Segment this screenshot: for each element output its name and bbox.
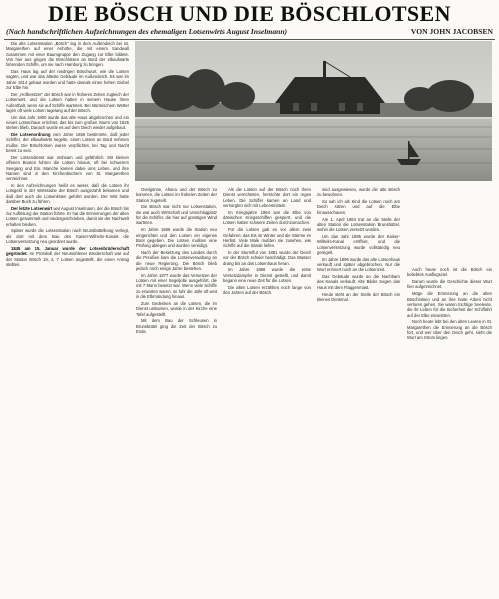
paragraph: [136, 250, 217, 271]
paragraph-text: Zum Gedenken an die Lotsen, die im Dienst umkamen, wurde in der Kirche eine Tafel aufgestellt.: [136, 300, 217, 317]
paragraph-text: Möge die Erinnerung an die alten Böschlotsen und an ihre harte Arbeit nicht verloren gehen. Sie waren tüchtige Seeleute, die ihr Leben für die Sicherheit der Schiffahrt auf der Elbe einsetzten.: [407, 291, 492, 318]
paragraph-text: Im Jahre 1877 wurde das Versetzen der Lotsen mit einer Segeljolle ausgeführt, die mit 7 Mann besetzt war. Wenn viele Schiffe zu erwarten waren, so fuhr die Jolle oft weit in die Elbmündung hinaus.: [136, 272, 217, 300]
subline: [4, 27, 495, 37]
paragraph: [317, 217, 400, 233]
paragraph: [317, 234, 400, 255]
paragraph-text: Die alte Lotsenstation „Bösch" lag in dem Außendeich bei St. Margarethen auf einer Anhöhe, die mit einem Sandwall zusammen mit einer Baumgruppe den Zugang zur Elbe bildete. Von hier aus gingen die Böschlotsen an Bord der elbaufwärts fahrenden Schiffe, um sie nach Hamburg zu bringen.: [6, 41, 129, 68]
paragraph-text: Nach der Besetzung des Landes durch die Preußen kam die Lotsenverwaltung an die neue Regierung. Die Bösch blieb jedoch noch einige Jahre bestehen.: [136, 249, 217, 271]
paragraph: [223, 227, 311, 248]
paragraph: [136, 273, 217, 300]
paragraph: [6, 228, 129, 244]
paragraph-text: Im Protokoll der Neumühlener Brüderschaft war auf der Station Bösch 19, 4, 7 Lotsen angestellt, die einen Antrag stellten.: [6, 251, 129, 267]
paragraph: [136, 318, 217, 334]
paragraph-text: Das Haus lag auf der niedrigen Böschwurt, wie die Lotsen sagten, und war das älteste Gebäude im Außendeich. Es war im Jahre 1614 gebaut worden und hatte damals einen hohen Giebel zur Elbe hin.: [6, 69, 129, 91]
paragraph-lead: 1845 am 15. Januar wurde der Lotsenbrüderschaft gegründet.: [6, 245, 129, 257]
paragraph: [407, 319, 492, 340]
paragraph: [6, 246, 129, 267]
paragraph-text: Darum wurde die Geschichte dieser Wurt hier aufgezeichnet.: [407, 279, 492, 290]
paragraph-lead: Die Lotsenordnung: [11, 132, 51, 138]
newspaper-page: [4, 2, 495, 596]
paragraph: [407, 279, 492, 290]
lotsenhaus-photo-svg: [135, 41, 492, 181]
column-2: [136, 187, 217, 595]
paragraph: [317, 187, 400, 198]
paragraph: [407, 291, 492, 318]
paragraph: [136, 187, 217, 203]
header-rule: [4, 39, 495, 40]
paragraph-text: So sah ich als Kind die Lotsen noch am Deich sitzen und auf die Elbe hinausschauen.: [317, 199, 400, 215]
headline: DIE BÖSCH UND DIE BÖSCHLOTSEN: [48, 1, 451, 26]
paragraph-text: Für die Lotsen gab es vor allem zwei Gefahren: das Eis im Winter und die Stürme im Herbst. Viele Male mußten sie zusehen, wie Schiffe auf die Sände liefen.: [223, 227, 311, 249]
column-3: [223, 187, 311, 595]
paragraph-text: Der „Hofbesitzer" der Bösch war in früheren Zeiten zugleich der Lotsenwirt, und die Lotsen hatten in seinem Hause ihren Aufenthalt, wenn sie auf Schiffe warteten. Bei stürmischem Wetter lagen oft viele Lotsen tagelang auf der Bösch.: [6, 91, 129, 113]
paragraph: [136, 204, 217, 225]
paragraph-text: Im Kriegsjahre 1864 war die Elbe von dänischen Kriegsschiffen gesperrt, und die Lotsen hatten schwere Zeiten durchzumachen.: [223, 209, 311, 226]
paragraph-text: Auch heute noch ist die Bösch ein beliebtes Ausflugsziel.: [407, 267, 492, 278]
paragraph: [317, 257, 400, 273]
paragraph-text: Noch heute lebt bei den alten Leuten in St. Margarethen die Erinnerung an die Bösch fort, und wer über den Deich geht, sieht die Wurt am Strom liegen.: [407, 319, 492, 341]
subtitle: (Nach handschriftlichen Aufzeichnungen des ehemaligen Lotsenwirts August Inselmann): [6, 27, 288, 36]
paragraph: [317, 199, 400, 215]
paragraph-text: Um das Jahr 1800 wurde das alte Haus abgebrochen und ein neues Lotsenhaus errichtet, das bis zum großen Sturm von 1825 stehen blieb. Danach wurde es auf dem Deich wieder aufgebaut.: [6, 114, 129, 131]
paragraph-text: Um das Jahr 1895 wurde der Kaiser-Wilhelm-Kanal eröffnet, und die Lotsenversetzung wurde vollständig neu geregelt.: [317, 233, 400, 255]
paragraph: [6, 41, 129, 68]
column-1: [6, 41, 129, 595]
paragraph: [6, 115, 129, 131]
paragraph-text: Im Jahre 1896 wurde das alte Lotsenhaus verkauft und später abgebrochen. Nur die Wurt erinnert noch an die Lotsenzeit.: [317, 256, 400, 273]
paragraph: [223, 187, 311, 208]
paragraph-text: Als die Lotsen auf der Bösch noch ihren Dienst verrichteten, herrschte dort ein reges Leben. Die Schiffer kamen an Land und versorgten sich mit Lebensmitteln.: [223, 187, 311, 209]
paragraph: [317, 274, 400, 290]
paragraph-text: Ovelgönne, Altona und der Bösch zu kommen, die Lotsen im früheren Zeiten der Station zugeteilt.: [136, 187, 217, 203]
paragraph: [6, 69, 129, 90]
paragraph-lead: Der letzte Lotsenwirt: [11, 205, 53, 211]
paragraph-text: Im Jahre 1866 wurde die Station neu eingerichtet und den Lotsen ein eigenes Boot gegeben. Die Lotsen mußten eine Prüfung ablegen und wurden vereidigt.: [136, 227, 217, 249]
paragraph-text: war August Inselmann, der die Bösch bis zur Auflösung der Station führte. Er hat die Erinnerungen der alten Lotsen gesammelt und niedergeschrieben, damit sie der Nachwelt erhalten bleiben.: [6, 205, 129, 227]
paragraph: [6, 92, 129, 113]
paragraph-text: sind ausgewiesen, wurde die alte Bösch zu bewohnen.: [317, 187, 400, 198]
paragraph: [6, 132, 129, 153]
paragraph: [317, 292, 400, 303]
paragraph-text: In der Sturmflut von 1881 wurde der Deich vor der Bösch schwer beschädigt. Das Wasser drang bis an das Lotsenhaus heran.: [223, 249, 311, 266]
paragraph-text: In den Aufzeichnungen heißt es weiter, daß die Lotsen ihr Lotsgeld in der Wirtsstube der Bösch ausgezahlt bekamen und daß dort auch die Lotsenlisten geführt wurden. Der Wirt hatte darüber Buch zu führen.: [6, 182, 129, 204]
paragraph-text: Der Lotsendienst war mühsam und gefährlich. Mit kleinen offenen Booten fuhren die Lotsen hinaus, oft bei schwerem Seegang und Eis. Manche kamen dabei ums Leben, und ihre Namen sind in den Kirchenbüchern von St. Margarethen verzeichnet.: [6, 154, 129, 182]
paragraph: [223, 210, 311, 226]
paragraph: [223, 285, 311, 296]
paragraph-text: Das Gebäude wurde an die Nachbarn des Kanals verkauft. Alte Bilder zeigen das Haus mit dem Flaggenmast.: [317, 274, 400, 290]
paragraph-text: vom Jahre 1656 bestimmte, daß jeder Schiffer, der elbaufwärts segelte, einen Lotsen an Bord nehmen mußte. Die Böschlotsen waren verpflichtet, bei Tag und Nacht bereit zu sein.: [6, 132, 129, 154]
paragraph-text: Im Jahre 1888 wurde die erste Versetzdampfer in Dienst gestellt, und damit begann eine neue Zeit für die Lotsen.: [223, 267, 311, 284]
byline: VON JOHN JACOBSEN: [410, 27, 493, 36]
column-4: [317, 187, 400, 595]
paragraph: [223, 250, 311, 266]
paragraph-text: Mit dem Bau der Schleusen in Brunsbüttel ging die Zeit der Bösch zu Ende.: [136, 318, 217, 334]
paragraph-text: Am 1. April 1884 trat an die Stelle der alten Station die Lotsenstation Brunsbüttel, wohin die Lotsen versetzt wurden.: [317, 216, 400, 233]
lotsenhaus-photo: [135, 41, 492, 181]
paragraph: [136, 227, 217, 248]
paragraph-text: Später wurde die Lotsenstation nach Brunsbüttelkoog verlegt, als dort mit dem Bau des Kaiser-Wilhelm-Kanals die Lotsenversetzung neu geordnet wurde.: [6, 228, 129, 245]
paragraph-text: Heute steht an der Stelle der Bösch ein kleines Denkmal.: [317, 291, 400, 302]
paragraph: [136, 301, 217, 317]
paragraph-text: Die alten Lotsen erzählten noch lange von den Jahren auf der Bösch.: [223, 284, 311, 296]
paragraph-text: Die Bösch war nicht nur Lotsenstation, sie war auch Wirtschaft und Umschlagplatz für die Schiffer, die hier auf günstigen Wind warteten.: [136, 204, 217, 226]
paragraph: [6, 155, 129, 182]
paragraph: [223, 267, 311, 283]
column-5: [407, 267, 492, 595]
paragraph: [6, 183, 129, 204]
paragraph: [6, 206, 129, 227]
paragraph: [407, 267, 492, 278]
